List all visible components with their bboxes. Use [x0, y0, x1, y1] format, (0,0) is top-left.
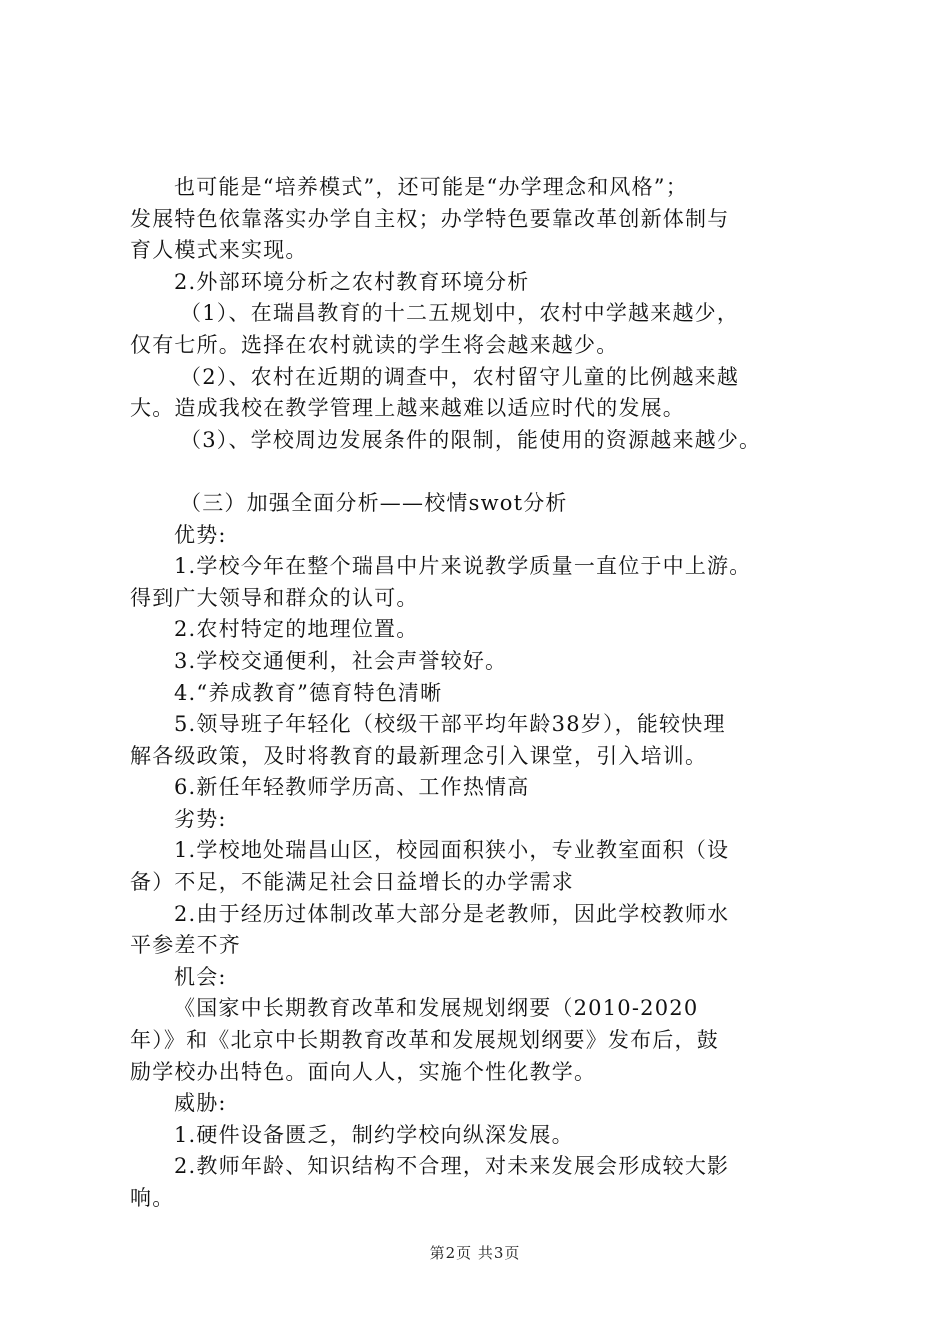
paragraph-line: 2.农村特定的地理位置。 — [174, 617, 419, 642]
paragraph-line: 4.“养成教育”德育特色清晰 — [174, 680, 443, 705]
paragraph-line: 响。 — [130, 1186, 175, 1210]
subsection-label-threats: 威胁: — [174, 1091, 227, 1116]
paragraph-line: （1）、在瑞昌教育的十二五规划中，农村中学越来越少， — [180, 301, 740, 326]
paragraph-line: 育人模式来实现。 — [130, 238, 308, 263]
document-body — [130, 172, 835, 1215]
paragraph-line: 《国家中长期教育改革和发展规划纲要（2010-2020 — [174, 996, 699, 1021]
paragraph-line: 得到广大领导和群众的认可。 — [130, 585, 419, 610]
subsection-label-opportunities: 机会: — [174, 964, 227, 989]
section-heading: （三）加强全面分析——校情swot分析 — [180, 490, 568, 515]
section-heading: 2.外部环境分析之农村教育环境分析 — [174, 269, 530, 294]
paragraph-line: 5.领导班子年轻化（校级干部平均年龄38岁），能较快理 — [174, 712, 726, 737]
paragraph-line: （3）、学校周边发展条件的限制，能使用的资源越来越少。 — [180, 427, 762, 452]
paragraph-line: 1.硬件设备匮乏，制约学校向纵深发展。 — [174, 1122, 574, 1147]
paragraph-line: 备）不足，不能满足社会日益增长的办学需求 — [130, 870, 574, 895]
paragraph-line: （2）、农村在近期的调查中，农村留守儿童的比例越来越 — [180, 364, 740, 389]
paragraph-line: 平参差不齐 — [130, 933, 241, 958]
paragraph-line: 3.学校交通便利，社会声誉较好。 — [174, 648, 508, 673]
paragraph-line: 1.学校地处瑞昌山区，校园面积狭小，专业教室面积（设 — [174, 838, 730, 863]
paragraph-line: 2.由于经历过体制改革大部分是老教师，因此学校教师水 — [174, 901, 730, 926]
page-footer — [0, 1242, 950, 1263]
paragraph-line: 2.教师年龄、知识结构不合理，对未来发展会形成较大影 — [174, 1154, 730, 1179]
paragraph-line: 1.学校今年在整个瑞昌中片来说教学质量一直位于中上游。 — [174, 554, 752, 579]
subsection-label-weaknesses: 劣势: — [174, 806, 227, 831]
page-number-label: 第2页 共3页 — [429, 1244, 521, 1262]
paragraph-line: 仅有七所。选择在农村就读的学生将会越来越少。 — [130, 332, 619, 357]
paragraph-line: 6.新任年轻教师学历高、工作热情高 — [174, 775, 530, 800]
paragraph-line: 发展特色依靠落实办学自主权；办学特色要靠改革创新体制与 — [130, 206, 730, 231]
paragraph-line: 解各级政策，及时将教育的最新理念引入课堂，引入培训。 — [130, 743, 708, 768]
subsection-label-strengths: 优势: — [174, 522, 227, 547]
paragraph-line: 也可能是“培养模式”，还可能是“办学理念和风格”； — [174, 175, 688, 199]
paragraph-line: 年）》和《北京中长期教育改革和发展规划纲要》发布后，鼓 — [130, 1028, 719, 1053]
blank-line — [130, 456, 835, 488]
paragraph-line: 励学校办出特色。面向人人，实施个性化教学。 — [130, 1059, 597, 1084]
paragraph-line: 大。造成我校在教学管理上越来越难以适应时代的发展。 — [130, 396, 685, 421]
